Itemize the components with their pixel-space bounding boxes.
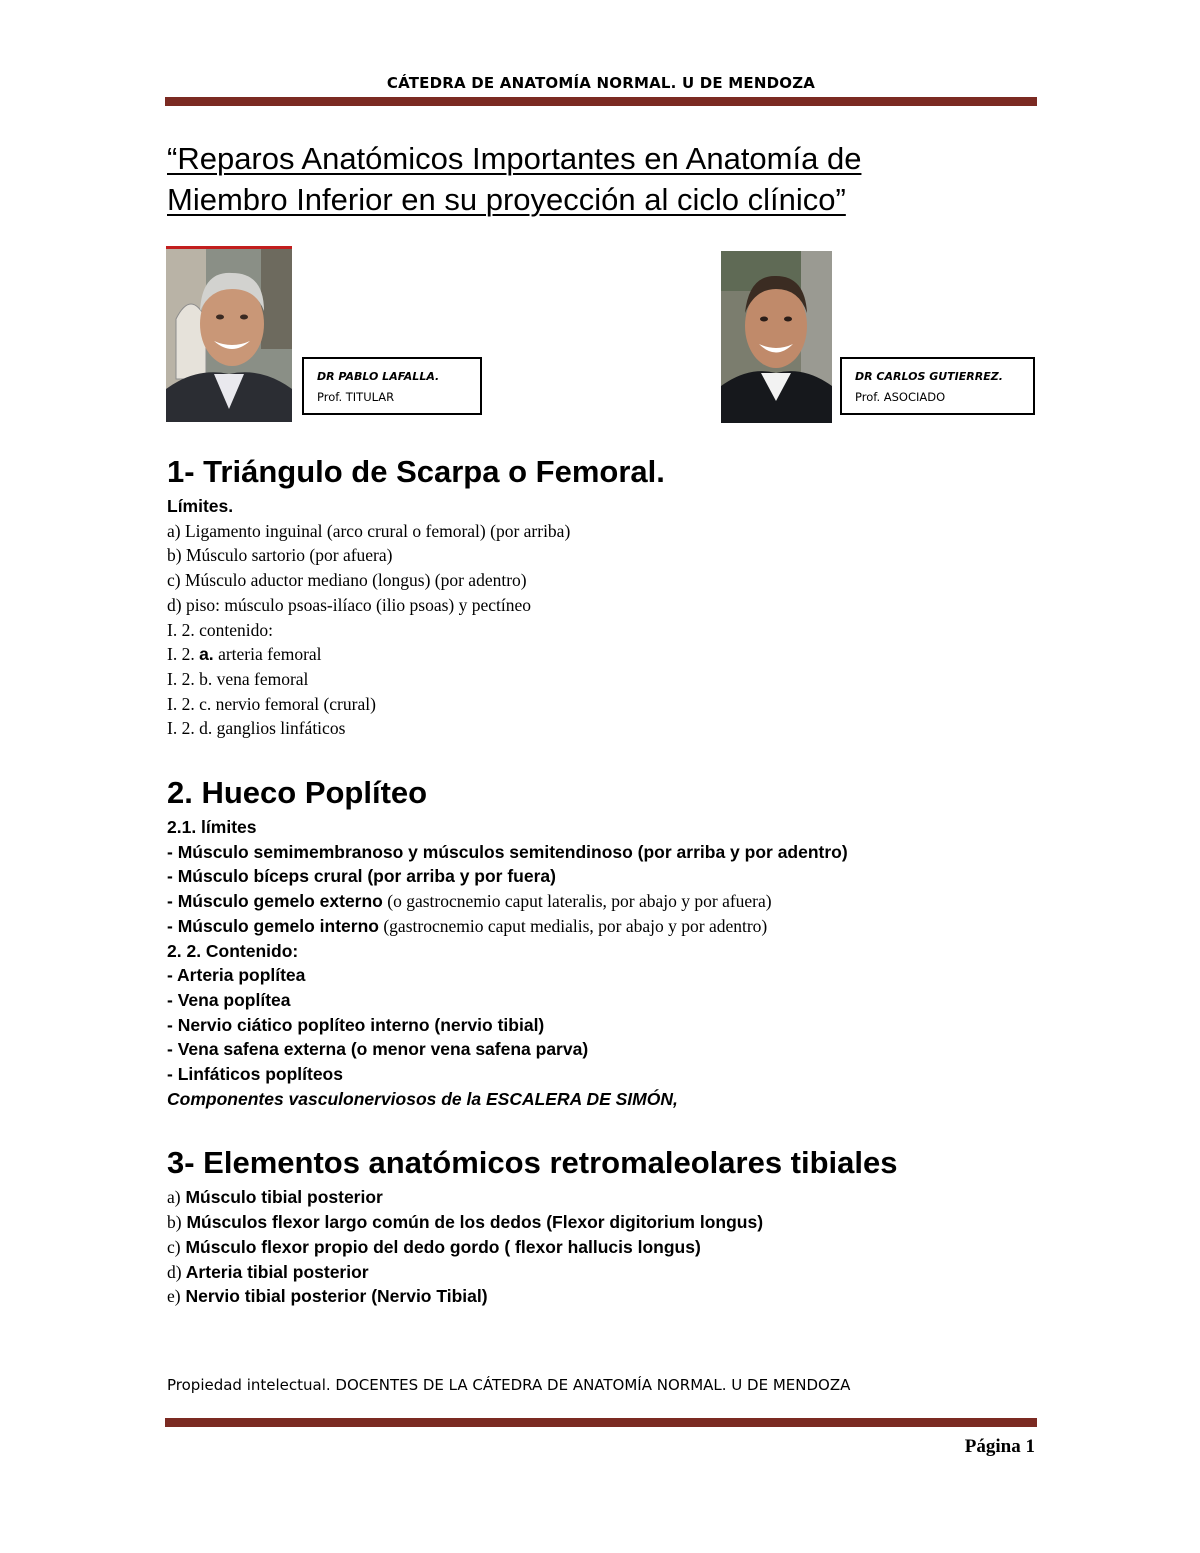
title-line-2: Miembro Inferior en su proyección al ciclo clínico” [167, 182, 846, 217]
section-note: Componentes vasculonerviosos de la ESCALERA DE SIMÓN, [167, 1088, 678, 1109]
author-name: DR PABLO LAFALLA. [317, 370, 440, 383]
list-item [167, 1210, 1047, 1235]
footer-note: Propiedad intelectual. DOCENTES DE LA CÁTEDRA DE ANATOMÍA NORMAL. U DE MENDOZA [167, 1376, 851, 1394]
item-text: arteria femoral [213, 644, 322, 665]
item-prefix: I. 2. [167, 644, 200, 665]
item-letter: e) [167, 1286, 181, 1307]
list-item [167, 1185, 1047, 1210]
document-body [167, 450, 1047, 1309]
section-heading: 2. Hueco Poplíteo [167, 775, 428, 811]
list-item: d) piso: músculo psoas-ilíaco (ilio psoas) y pectíneo [167, 594, 532, 615]
section-subheading: 2. 2. Contenido: [167, 940, 299, 961]
section-triangulo-scarpa [167, 450, 1047, 741]
section-heading: 1- Triángulo de Scarpa o Femoral. [167, 454, 665, 489]
author-box-lafalla [302, 357, 482, 415]
author-role: Prof. ASOCIADO [855, 390, 946, 404]
list-item: a) Ligamento inguinal (arco crural o femoral) (por arriba) [167, 520, 571, 541]
section-subheading: Límites. [167, 496, 234, 516]
item-text: Músculo flexor propio del dedo gordo ( flexor hallucis longus) [180, 1236, 701, 1257]
footer-rule [165, 1418, 1037, 1427]
list-item: c) Músculo aductor mediano (longus) (por adentro) [167, 570, 527, 591]
item-text-bold: - Músculo gemelo interno [167, 915, 379, 936]
author-role: Prof. TITULAR [317, 390, 395, 404]
list-item: I. 2. d. ganglios linfáticos [167, 718, 346, 739]
list-item: - Vena safena externa (o menor vena safena parva) [167, 1039, 589, 1060]
item-letter: b) [167, 1212, 182, 1233]
section-subheading: 2.1. límites [167, 817, 257, 838]
spacer [167, 1111, 1047, 1141]
list-item: - Nervio ciático poplíteo interno (nervio tibial) [167, 1014, 545, 1035]
list-item: - Linfáticos poplíteos [167, 1064, 343, 1085]
author-photo-lafalla [166, 246, 292, 422]
item-letter: c) [167, 1236, 181, 1257]
list-item [167, 889, 1047, 914]
item-text-bold: - Músculo gemelo externo [167, 891, 383, 912]
list-item [167, 642, 1047, 667]
list-item [167, 1260, 1047, 1285]
header-rule [165, 97, 1037, 106]
item-letter: d) [167, 1261, 182, 1282]
author-photo-gutierrez [721, 251, 832, 423]
item-text: Músculo tibial posterior [180, 1187, 383, 1208]
list-item: - Músculo semimembranoso y músculos semitendinoso (por arriba y por adentro) [167, 841, 848, 862]
section-hueco-popliteo [167, 771, 1047, 1111]
item-letter: a. [199, 644, 214, 665]
list-item: I. 2. contenido: [167, 619, 273, 640]
item-text: Músculos flexor largo común de los dedos (Flexor digitorium longus) [181, 1212, 764, 1233]
item-text-detail: (gastrocnemio caput medialis, por abajo y por adentro) [378, 915, 768, 936]
list-item: I. 2. b. vena femoral [167, 668, 309, 689]
item-text-detail: (o gastrocnemio caput lateralis, por abajo y por afuera) [382, 891, 772, 912]
document-title [167, 138, 1047, 220]
list-item [167, 1235, 1047, 1260]
list-item [167, 1284, 1047, 1309]
list-item [167, 914, 1047, 939]
section-heading: 3- Elementos anatómicos retromaleolares tibiales [167, 1145, 898, 1181]
section-retromaleolares [167, 1141, 1047, 1309]
list-item: - Vena poplítea [167, 989, 291, 1010]
item-text: Arteria tibial posterior [181, 1261, 369, 1282]
author-box-gutierrez [840, 357, 1035, 415]
page-header: CÁTEDRA DE ANATOMÍA NORMAL. U DE MENDOZA [386, 74, 816, 92]
title-line-1: “Reparos Anatómicos Importantes en Anatomía de [167, 141, 862, 176]
list-item: I. 2. c. nervio femoral (crural) [167, 693, 376, 714]
author-name: DR CARLOS GUTIERREZ. [855, 370, 1003, 383]
list-item: b) Músculo sartorio (por afuera) [167, 545, 393, 566]
spacer [167, 741, 1047, 771]
item-letter: a) [167, 1187, 181, 1208]
item-text: Nervio tibial posterior (Nervio Tibial) [180, 1286, 488, 1307]
page-number: Página 1 [964, 1436, 1035, 1457]
list-item: - Músculo bíceps crural (por arriba y por fuera) [167, 866, 556, 887]
list-item: - Arteria poplítea [167, 965, 306, 986]
